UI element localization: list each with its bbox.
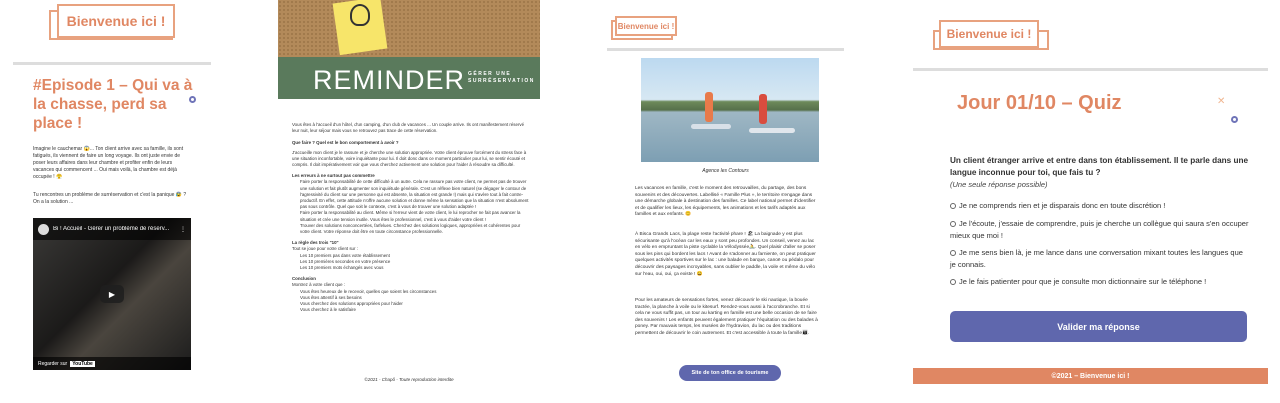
error-item-1: Faire porter la responsabilité de cette difficulté à un autre. Cela ne rassure pas votre client, ne permet pas de trouver une solution et fait plutôt augmenter son inquiétude générale. C'est un réflexe bien naturel (se dégager le contour de l'agressivité du client sur une personne qui est absente, la situation est grande !) mais qui s'avère tout à fait contre-productif. En effet, cette attitude n'offre aucune solution et donne même la sensation que la situation n'est absolument pas sous contrôle. Quel que soit le contexte, c'est à vous de trouver une solution adaptée !: [300, 179, 529, 210]
reminder-body: [292, 122, 530, 313]
video-bottom-bar[interactable]: [33, 357, 191, 370]
header-divider: [13, 62, 211, 65]
quiz-footer: ©2021 – Bienvenue ici !: [913, 368, 1268, 384]
video-title: Bi ! Accueil - Gérer un problème de réserv...: [53, 226, 170, 232]
panel-reminder: [278, 0, 540, 390]
quiz-option-1[interactable]: Je ne comprends rien et je disparais donc en toute discrétion !: [950, 200, 1250, 212]
family-text: Les vacances en famille, c'est le moment des retrouvailles, du partage, des bons souvenirs et des découvertes. Labellisé « Famille Plus », le territoire s'engage dans une démarche globale à destination des familles. Ce label national permet d'identifier et de qualifier les lieux, les équipements, les animations et les tarifs adaptés aux familles et aux enfants. 😊: [635, 186, 816, 218]
error-item-3: Trouver des solutions nonconcertées, farfelues. Cherchez des solutions logiques, appropriées et cohérentes pour votre client. Votre réponse doit être en toute circonstance professionnelle.: [300, 222, 521, 235]
youtube-logo: YouTube: [72, 360, 93, 367]
quiz-title: Jour 01/10 – Quiz: [957, 92, 1122, 114]
reminder-banner: [278, 57, 540, 99]
panel-episode: [13, 0, 211, 380]
error-item-2: Faire porter la responsabilité au client. Même si l'erreur vient de votre client, le lui reprocher ne fait pas avancer la situation et crée une tension inutile. Vous êtes le professionnel, c'est à vous d'aider votre client !: [300, 210, 521, 222]
sparkle-icon: ✕: [1217, 96, 1226, 107]
brand-badge: Bienvenue ici !: [57, 4, 175, 38]
paddle-board-2: [749, 128, 795, 133]
heading-what-to-do: Que faire ? Quel est le bon comportement à avoir ?: [292, 140, 399, 146]
behaviour-text: J'accueille mon client je le rassure et je cherche une solution appropriée. Votre client éprouve forcément du stress face à une situation inconfortable, voire inquiétante pour lui. Il doit donc dans ce moment particulier pour lui, se sentir écouté et compris. Il doit impérativement voir que vous cherchez activement une solution pour l'aider à résoudre sa difficulté.: [292, 149, 527, 168]
conclusion-item-3: Vous cherchez des solutions appropriées pour l'aider: [300, 301, 403, 307]
quiz-option-3[interactable]: Je me sens bien là, je me lance dans une conversation mixant toutes les langues que je connais.: [950, 248, 1243, 269]
rule-item-1: Les 10 premiers pas dans votre établissement: [300, 252, 390, 258]
reminder-title: REMINDER: [313, 65, 466, 95]
quiz-hint: (Une seule réponse possible): [950, 180, 1048, 189]
decor-ring: [1231, 116, 1238, 123]
intro-text: Imagine le cauchemar 😱... Ton client arrive avec sa famille, ils sont fatigués, ils viennent de faire un long voyage. Ils ont juste envie de poser leurs affaires dans leur chambre et profiter enfin de leurs vacances qui commencent ... Oui mais voilà, la chambre est déjà occupée ! 😤: [33, 146, 184, 180]
heading-conclusion: Conclusion: [292, 276, 316, 282]
intro-text: Vous êtes à l'accueil d'un hôtel, d'un camping, d'un club de vacances ... Un couple arrive. Ils ont manifestement réservé leur nuit, leur séjour mais vous ne retrouvez pas trace de cette réservation.: [292, 122, 525, 134]
paddle-photo: [641, 58, 819, 162]
more-icon[interactable]: ⋮: [180, 226, 186, 233]
rule-intro: Tout se joue pour votre client sur :: [292, 246, 358, 252]
lake-text: À Bisca Grands Lacs, la plage reste l'activité phare ! 🏖 La baignade y est plus sécurisante qu'à l'océan car les eaux y sont peu profondes. Un conseil, venez au lac en vélo en empruntant la piste cyclable la Vélodyssée🚴. Quel plaisir d'aller se poser sous les pins qui bordent les lacs ! Avant de s'adonner au farniente, on peut pratiquer quelques activités sportives sur le lac : une balade en barque, canoë ou pédalo pour découvrir des paysages incroyables, sans oublier le paddle, la voile et même du vélo sur l'eau, oui, oui, ça existe ! 😄: [635, 232, 816, 277]
heading-errors: Les erreurs à ne surtout pas commettre: [292, 173, 375, 179]
rule-item-2: Les 10 premières secondes en votre présence: [300, 258, 391, 264]
activities-text: Pour les amateurs de sensations fortes, venez découvrir le ski nautique, la bouée tractée, la planche à voile ou le kitesurf. Rendez-vous aussi à l'accrobranche. Et si cela ne vous suffit pas, un tour au karting en famille est une belle occasion de se faire des souvenirs ! Les enfants peuvent également pratiquer l'équitation ou des balades à poney. Par mauvais temps, les musées de l'hydravion, du lac ou des traditions permettent de découvrir le coin autrement. Et c'est accessible à toute la famille👨‍👩‍👧.: [635, 298, 818, 336]
conclusion-intro: Montrez à votre client que :: [292, 282, 345, 288]
conclusion-item-4: Vous cherchez à le satisfaire: [300, 307, 356, 313]
watch-label: Regarder sur: [38, 360, 68, 367]
paddle-board-1: [691, 124, 731, 129]
submit-answer-button[interactable]: Valider ma réponse: [950, 311, 1247, 342]
quiz-option-2[interactable]: Je l'écoute, j'essaie de comprendre, puis je cherche un collègue qui saura s'en occuper mieux que moi !: [950, 219, 1249, 240]
person-1: [705, 92, 713, 122]
tourism-office-button[interactable]: Site de ton office de tourisme: [679, 365, 781, 381]
reminder-footer: ©2021 - Chapô - Toute reproduction interdite: [364, 377, 454, 382]
conclusion-item-2: Vous êtes attentif à ses besoins: [300, 294, 362, 300]
lightbulb-icon: [350, 4, 370, 26]
panel-tourism: [607, 0, 844, 390]
panel-quiz: [913, 0, 1268, 384]
header-divider: [913, 68, 1268, 71]
radio-icon[interactable]: [950, 250, 956, 256]
quiz-option-4[interactable]: Je le fais patienter pour que je consulte mon dictionnaire sur le téléphone !: [950, 276, 1250, 288]
episode-title: #Episode 1 – Qui va à la chasse, perd sa place !: [33, 77, 193, 132]
channel-avatar: [38, 224, 49, 235]
play-icon[interactable]: ▶: [100, 285, 124, 303]
brand-badge: Bienvenue ici !: [615, 16, 677, 36]
reminder-header: [278, 0, 540, 99]
conclusion-item-1: Vous êtes heureux de le recevoir, quelles que soient les circonstances: [300, 288, 437, 294]
heading-rule: La règle des trois "10": [292, 240, 339, 246]
quiz-question: Un client étranger arrive et entre dans ton établissement. Il te parle dans une langue inconnue pour toi, que fais tu ?: [950, 156, 1249, 177]
radio-icon[interactable]: [950, 279, 956, 285]
radio-icon[interactable]: [950, 221, 956, 227]
cork-board: [278, 0, 540, 57]
photo-caption: Agence les Contours: [702, 168, 749, 174]
rule-item-3: Les 10 premiers mots échangés avec vous: [300, 265, 384, 271]
reminder-subtitle: GÉRER UNE SURRÉSERVATION: [468, 71, 535, 84]
brand-badge: Bienvenue ici !: [939, 20, 1039, 48]
video-top-bar: [33, 218, 191, 240]
radio-icon[interactable]: [950, 203, 956, 209]
youtube-video[interactable]: [33, 218, 191, 370]
problem-text: Tu rencontres un problème de surréservation et c'est la panique 😰 ? On a la solution ...: [33, 192, 187, 205]
person-2: [759, 94, 767, 124]
header-divider: [607, 48, 844, 51]
